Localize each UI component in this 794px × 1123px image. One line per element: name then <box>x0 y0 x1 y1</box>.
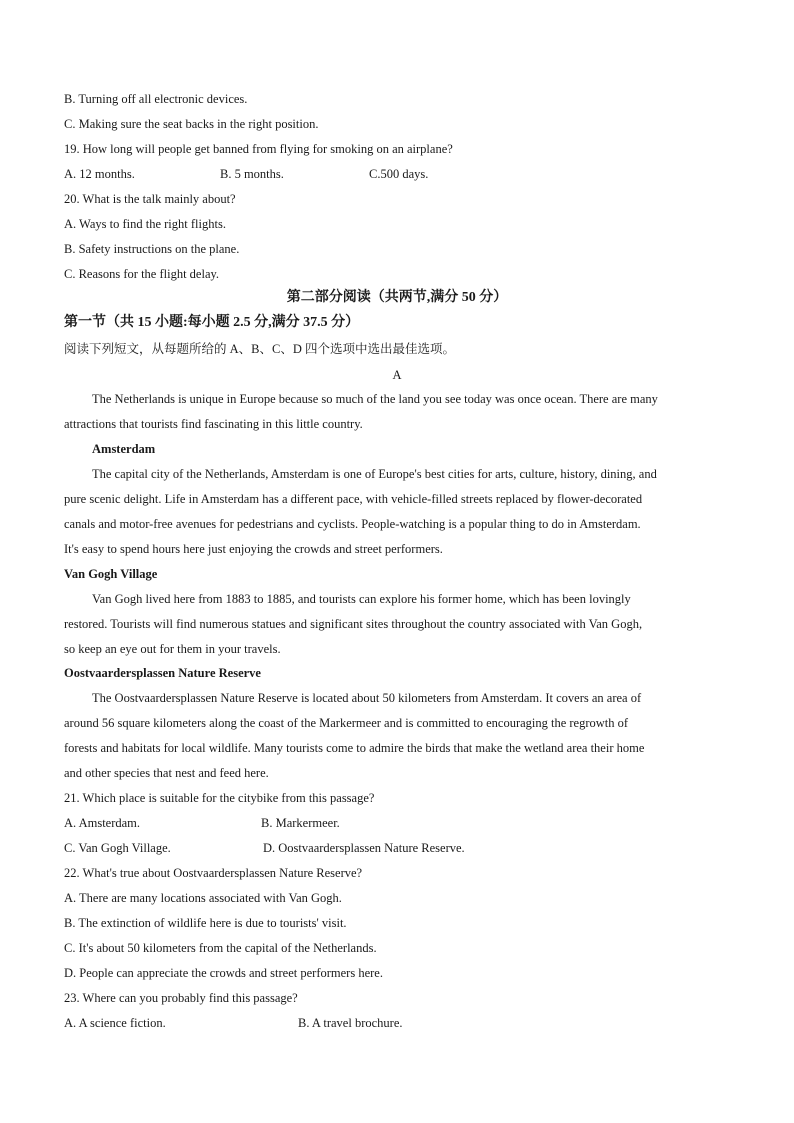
intro-line-1: The Netherlands is unique in Europe because so much of the land you see today was once ocean. There are many <box>92 392 658 406</box>
vangogh-line-1: Van Gogh lived here from 1883 to 1885, and tourists can explore his former home, which has been lovingly <box>92 592 631 606</box>
part2-title: 第二部分阅读（共两节,满分 50 分） <box>286 290 508 305</box>
passage-letter: A <box>392 368 402 382</box>
q21-option-c: C. Van Gogh Village. <box>64 841 171 855</box>
heading-van-gogh-village: Van Gogh Village <box>64 567 158 581</box>
q21-option-d: D. Oostvaardersplassen Nature Reserve. <box>263 841 465 855</box>
q22-option-d: D. People can appreciate the crowds and street performers here. <box>64 966 383 980</box>
q19-option-b: B. 5 months. <box>220 167 284 181</box>
q22-option-c: C. It's about 50 kilometers from the capital of the Netherlands. <box>64 941 377 955</box>
amsterdam-line-4: It's easy to spend hours here just enjoying the crowds and street performers. <box>64 542 443 556</box>
reserve-line-1: The Oostvaardersplassen Nature Reserve is located about 50 kilometers from Amsterdam. It covers an area of <box>92 691 642 705</box>
reserve-line-2: around 56 square kilometers along the coast of the Markermeer and is committed to encouraging the regrowth of <box>64 716 629 730</box>
reserve-line-3: forests and habitats for local wildlife. Many tourists come to admire the birds that make the wetland area their home <box>64 741 645 755</box>
section1-title: 第一节（共 15 小题:每小题 2.5 分,满分 37.5 分） <box>64 315 360 330</box>
vangogh-line-3: so keep an eye out for them in your travels. <box>64 642 281 656</box>
q18-option-b: B. Turning off all electronic devices. <box>64 92 248 106</box>
reading-instruction: 阅读下列短文，从每题所给的 A、B、C、D 四个选项中选出最佳选项。 <box>64 342 455 356</box>
q22-question: 22. What's true about Oostvaardersplassen Nature Reserve? <box>64 866 363 880</box>
q19-option-a: A. 12 months. <box>64 167 135 181</box>
q22-option-b: B. The extinction of wildlife here is due to tourists' visit. <box>64 916 347 930</box>
q23-option-a: A. A science fiction. <box>64 1016 166 1030</box>
q18-option-c: C. Making sure the seat backs in the right position. <box>64 117 319 131</box>
q21-option-b: B. Markermeer. <box>261 816 340 830</box>
q23-option-b: B. A travel brochure. <box>298 1016 403 1030</box>
q19-option-c: C.500 days. <box>369 167 429 181</box>
q20-option-b: B. Safety instructions on the plane. <box>64 242 240 256</box>
reserve-line-4: and other species that nest and feed here. <box>64 766 269 780</box>
amsterdam-line-2: pure scenic delight. Life in Amsterdam has a different pace, with vehicle-filled streets replaced by flower-decorated <box>64 492 643 506</box>
q20-option-a: A. Ways to find the right flights. <box>64 217 226 231</box>
amsterdam-line-1: The capital city of the Netherlands, Amsterdam is one of Europe's best cities for arts, culture, history, dining, and <box>92 467 657 481</box>
q22-option-a: A. There are many locations associated with Van Gogh. <box>64 891 342 905</box>
vangogh-line-2: restored. Tourists will find numerous statues and significant sites throughout the country associated with Van Gogh, <box>64 617 643 631</box>
heading-nature-reserve: Oostvaardersplassen Nature Reserve <box>64 666 261 680</box>
intro-line-2: attractions that tourists find fascinating in this little country. <box>64 417 363 431</box>
q20-question: 20. What is the talk mainly about? <box>64 192 236 206</box>
amsterdam-line-3: canals and motor-free avenues for pedestrians and cyclists. People-watching is a popular thing to do in Amsterdam. <box>64 517 641 531</box>
q23-question: 23. Where can you probably find this passage? <box>64 991 298 1005</box>
heading-amsterdam: Amsterdam <box>92 442 156 456</box>
q21-option-a: A. Amsterdam. <box>64 816 141 830</box>
q21-question: 21. Which place is suitable for the citybike from this passage? <box>64 791 375 805</box>
q20-option-c: C. Reasons for the flight delay. <box>64 267 220 281</box>
q19-question: 19. How long will people get banned from flying for smoking on an airplane? <box>64 142 453 156</box>
